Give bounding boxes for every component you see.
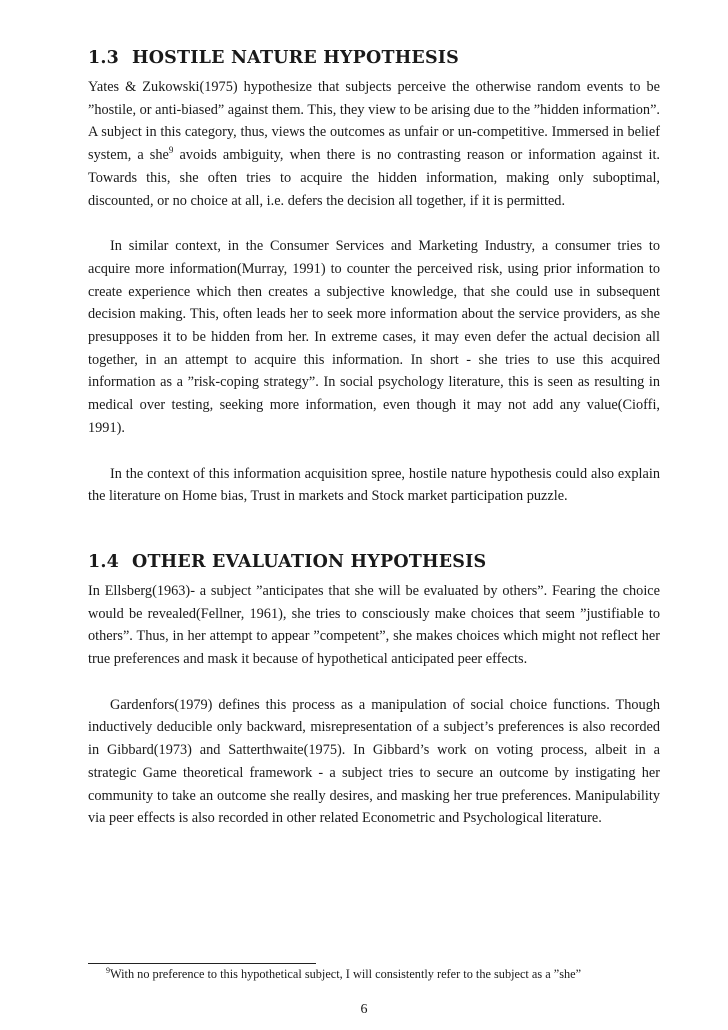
section-title: HOSTILE NATURE HYPOTHESIS (132, 48, 460, 68)
footnote (106, 966, 662, 982)
section-number: 1.3 (88, 48, 120, 68)
section-heading-other-evaluation (88, 552, 660, 580)
section-number: 1.4 (88, 551, 120, 572)
footnote-reference[interactable]: 9 (168, 145, 174, 156)
paragraph-hostile-intro (88, 76, 660, 212)
section-heading-hostile-nature (88, 48, 660, 76)
page-number: 6 (360, 1002, 368, 1017)
footnote-text: With no preference to this hypothetical subject, I will consistently refer to the subject as a ”she” (110, 967, 582, 981)
paragraph-text-after-footnote: avoids ambiguity, when there is no contrasting reason or information against it. Towards this, she often tries to acquire the hidden information, making only suboptimal, discounted, or no choice at all, i.e. defers the decision all together, if it is permitted. (88, 147, 660, 209)
paragraph-text-before-footnote: Yates & Zukowski(1975) hypothesize that subjects perceive the otherwise random events to be ”hostile, or anti-biased” against them. This, they view to be arising due to the ”hidden information”. A subject in this category, thus, views the outcomes as unfair or un-competitive. Immersed in belief system, a she (88, 79, 660, 164)
paragraph-consumer-services: In similar context, in the Consumer Services and Marketing Industry, a consumer tries to acquire more information(Murray, 1991) to counter the perceived risk, using prior information to create experience which then creates a subjective knowledge, that she could use in subsequent decision making. This, often leads her to seek more information about the service providers, as she presupposes it to be hidden from her. In extreme cases, it may even defer the actual decision all together, in an attempt to acquire this information. In short - she tries to use this acquired information as a ”risk-coping strategy”. In social psychology literature, this is seen as resulting in medical over testing, seeking more information, even though it may not add any value(Cioffi, 1991). (88, 238, 660, 436)
paragraph-ellsberg: In Ellsberg(1963)- a subject ”anticipates that she will be evaluated by others”. Fearing the choice would be revealed(Fellner, 1961), she tries to consciously make choices that seem ”justifiable to others”. Thus, in her attempt to appear ”competent”, she makes choices which might not reflect her true preferences and mask it because of hypothetical anticipated peer effects. (88, 582, 660, 668)
section-title: OTHER EVALUATION HYPOTHESIS (132, 551, 487, 572)
footnote-divider (88, 963, 316, 964)
paragraph-information-spree: In the context of this information acquisition spree, hostile nature hypothesis could also explain the literature on Home bias, Trust in markets and Stock market participation puzzle. (88, 465, 660, 505)
paragraph-gardenfors: Gardenfors(1979) defines this process as a manipulation of social choice functions. Though inductively deducible only backward, misrepresentation of a subject’s preferences is also recorded in Gibbard(1973) and Satterthwaite(1975). In Gibbard’s work on voting process, albeit in a strategic Game theoretical framework - a subject tries to secure an outcome by instigating her community to take an outcome she really desires, and masking her true preferences. Manipulability via peer effects is also recorded in other related Econometric and Psychological literature. (88, 696, 660, 827)
footnote-mark: 9 (106, 966, 110, 975)
page-body (88, 48, 660, 830)
